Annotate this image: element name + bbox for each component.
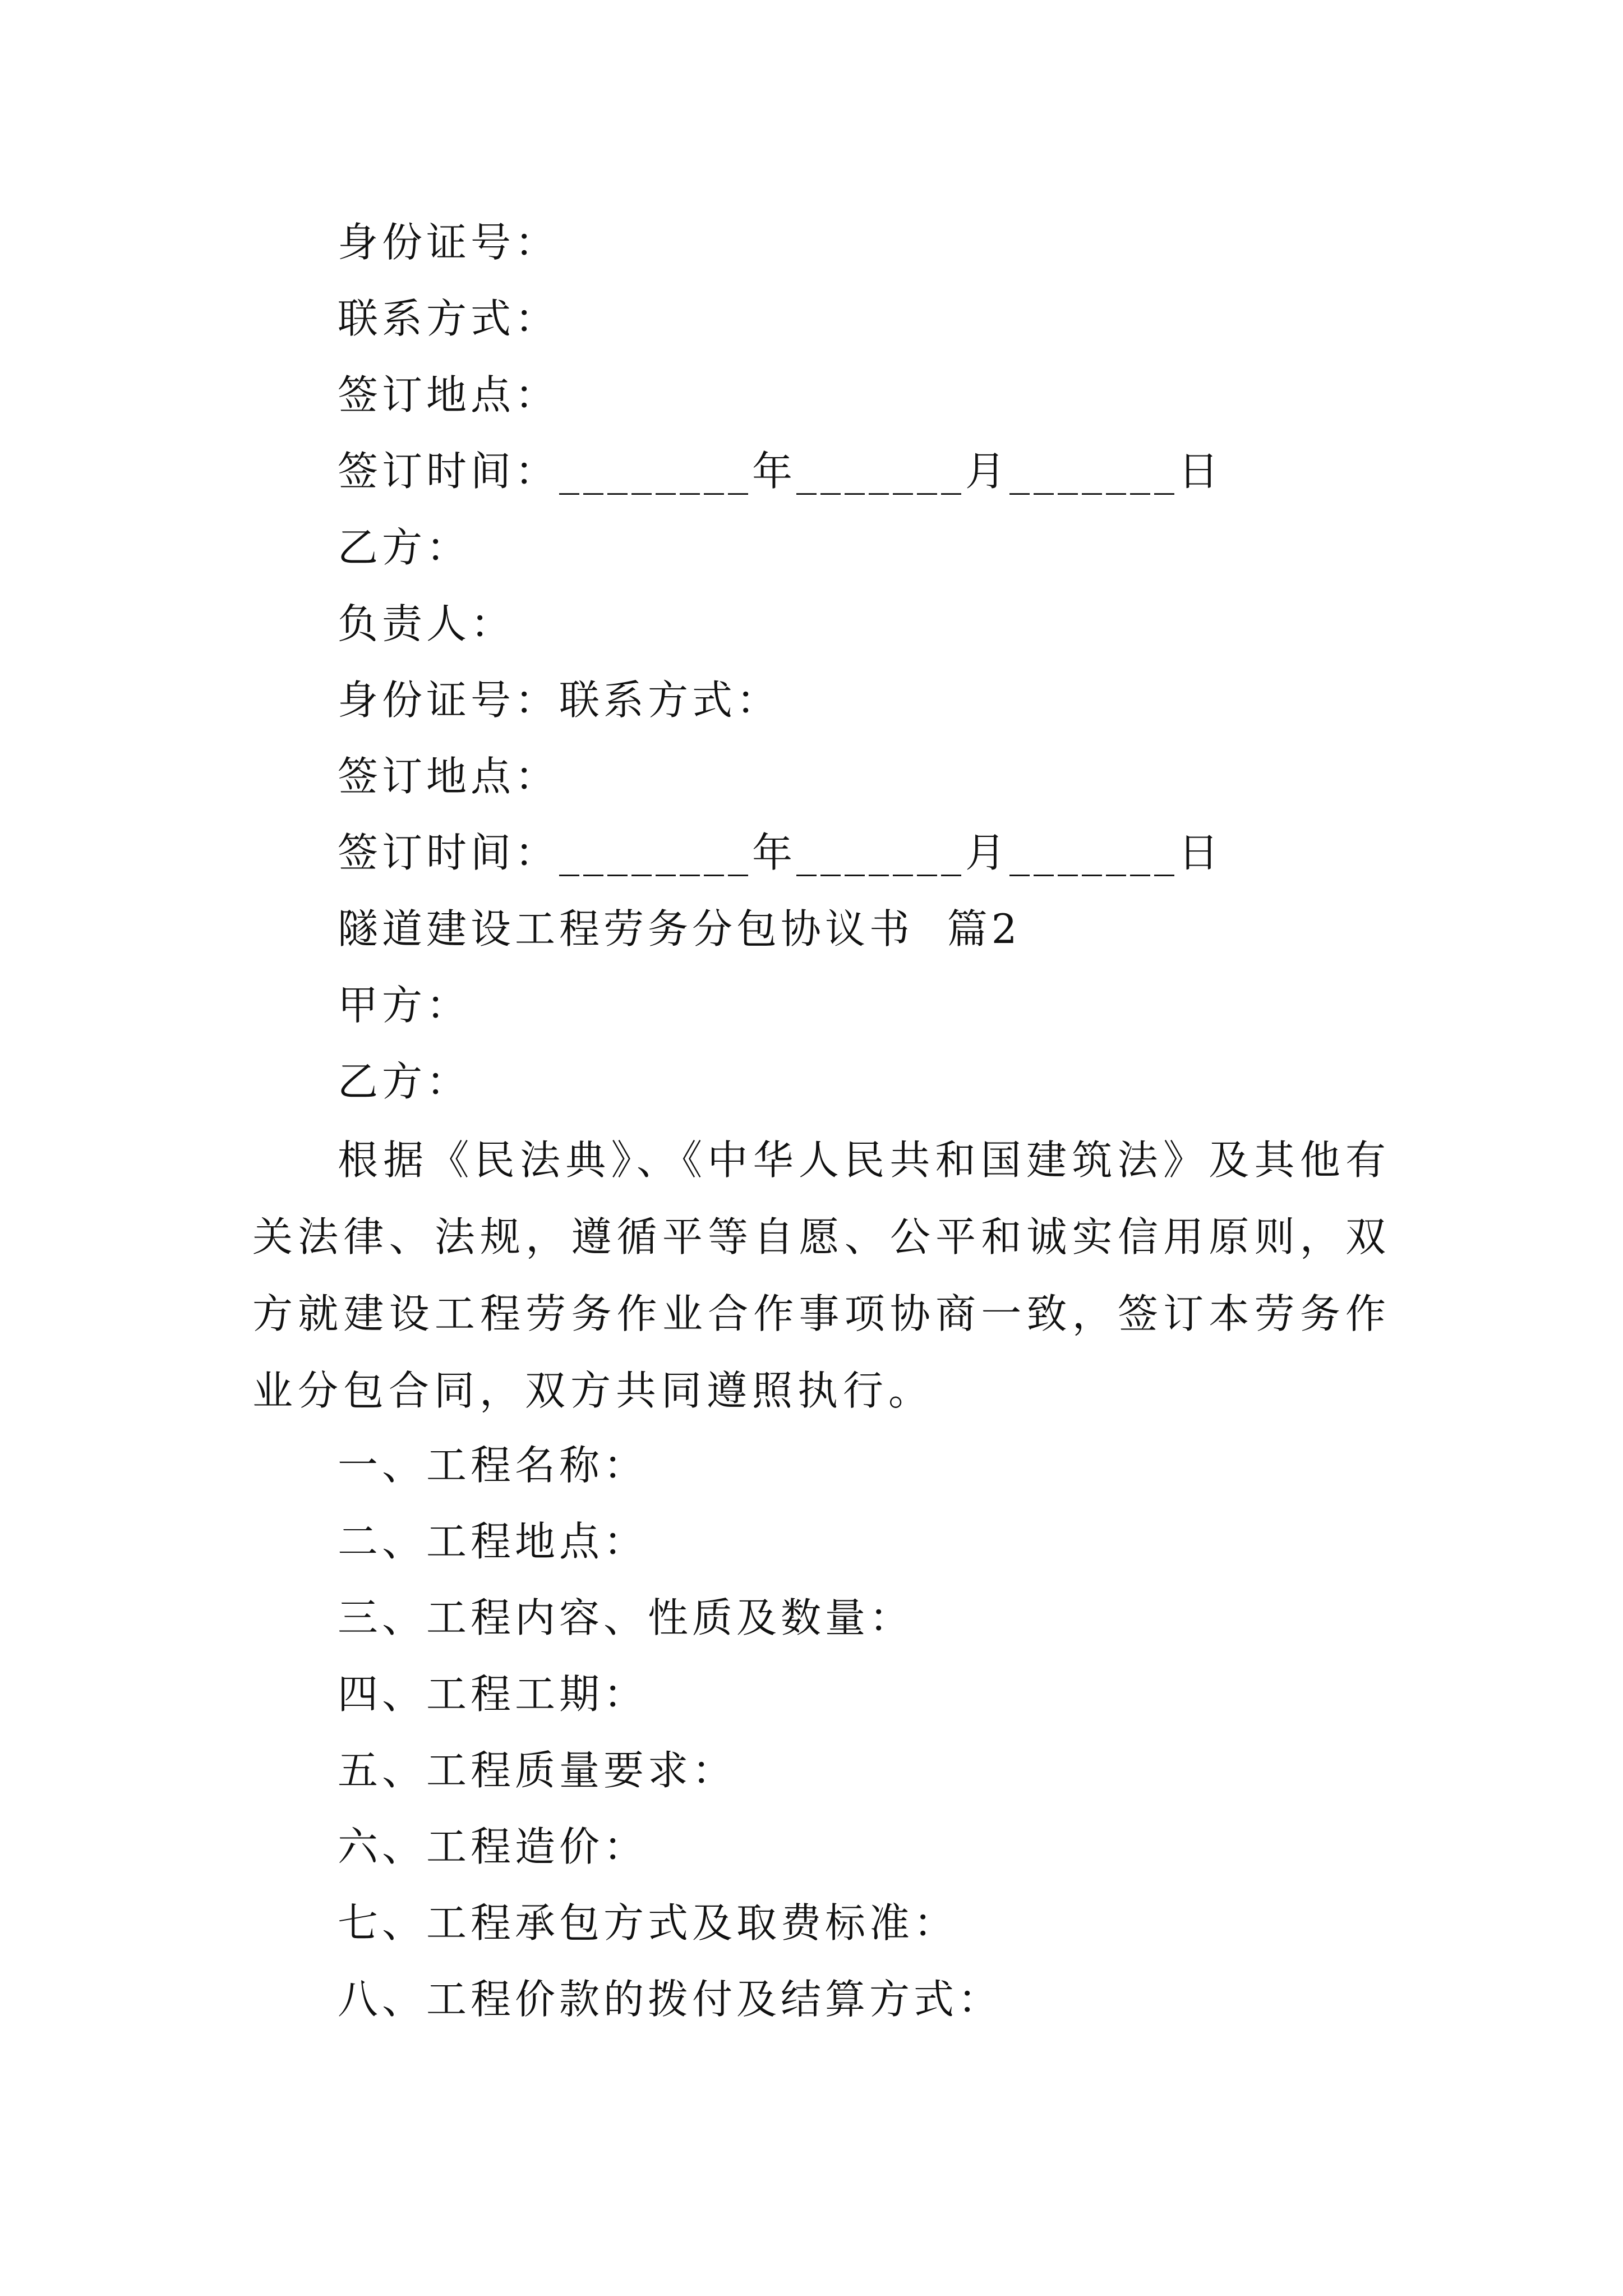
party-b-manager: 负责人： <box>338 600 515 647</box>
party-a-contact: 联系方式： <box>338 295 560 342</box>
section-party-b: 乙方： <box>338 1058 471 1105</box>
item-project-location: 二、工程地点： <box>338 1518 648 1565</box>
item-project-cost: 六、工程造价： <box>338 1823 648 1870</box>
item-contract-method: 七、工程承包方式及取费标准： <box>338 1899 958 1947</box>
item-project-duration: 四、工程工期： <box>338 1671 648 1718</box>
party-b-sign-place: 签订地点： <box>338 753 560 800</box>
section-title: 隧道建设工程劳务分包协议书 篇2 <box>338 905 1021 953</box>
party-a-sign-time: 签订时间：________年_______月_______日 <box>338 448 1223 495</box>
party-a-sign-place: 签订地点： <box>338 371 560 418</box>
item-payment-settlement: 八、工程价款的拨付及结算方式： <box>338 1976 1003 2023</box>
party-b-id-contact: 身份证号：联系方式： <box>338 677 781 724</box>
party-b-sign-time: 签订时间：________年_______月_______日 <box>338 829 1223 876</box>
section-party-a: 甲方： <box>338 982 471 1029</box>
preamble-paragraph: 根据《民法典》、《中华人民共和国建筑法》及其他有关法律、法规，遵循平等自愿、公平和诚实信用原则，双方就建设工程劳务作业合作事项协商一致，签订本劳务作业分包合同，双方共同遵照执行。 <box>252 1137 1391 1414</box>
item-quality-requirements: 五、工程质量要求： <box>338 1747 737 1794</box>
party-a-id-number: 身份证号： <box>338 219 560 266</box>
party-b-label: 乙方： <box>338 524 471 571</box>
item-project-content: 三、工程内容、性质及数量： <box>338 1594 914 1641</box>
item-project-name: 一、工程名称： <box>338 1442 648 1489</box>
